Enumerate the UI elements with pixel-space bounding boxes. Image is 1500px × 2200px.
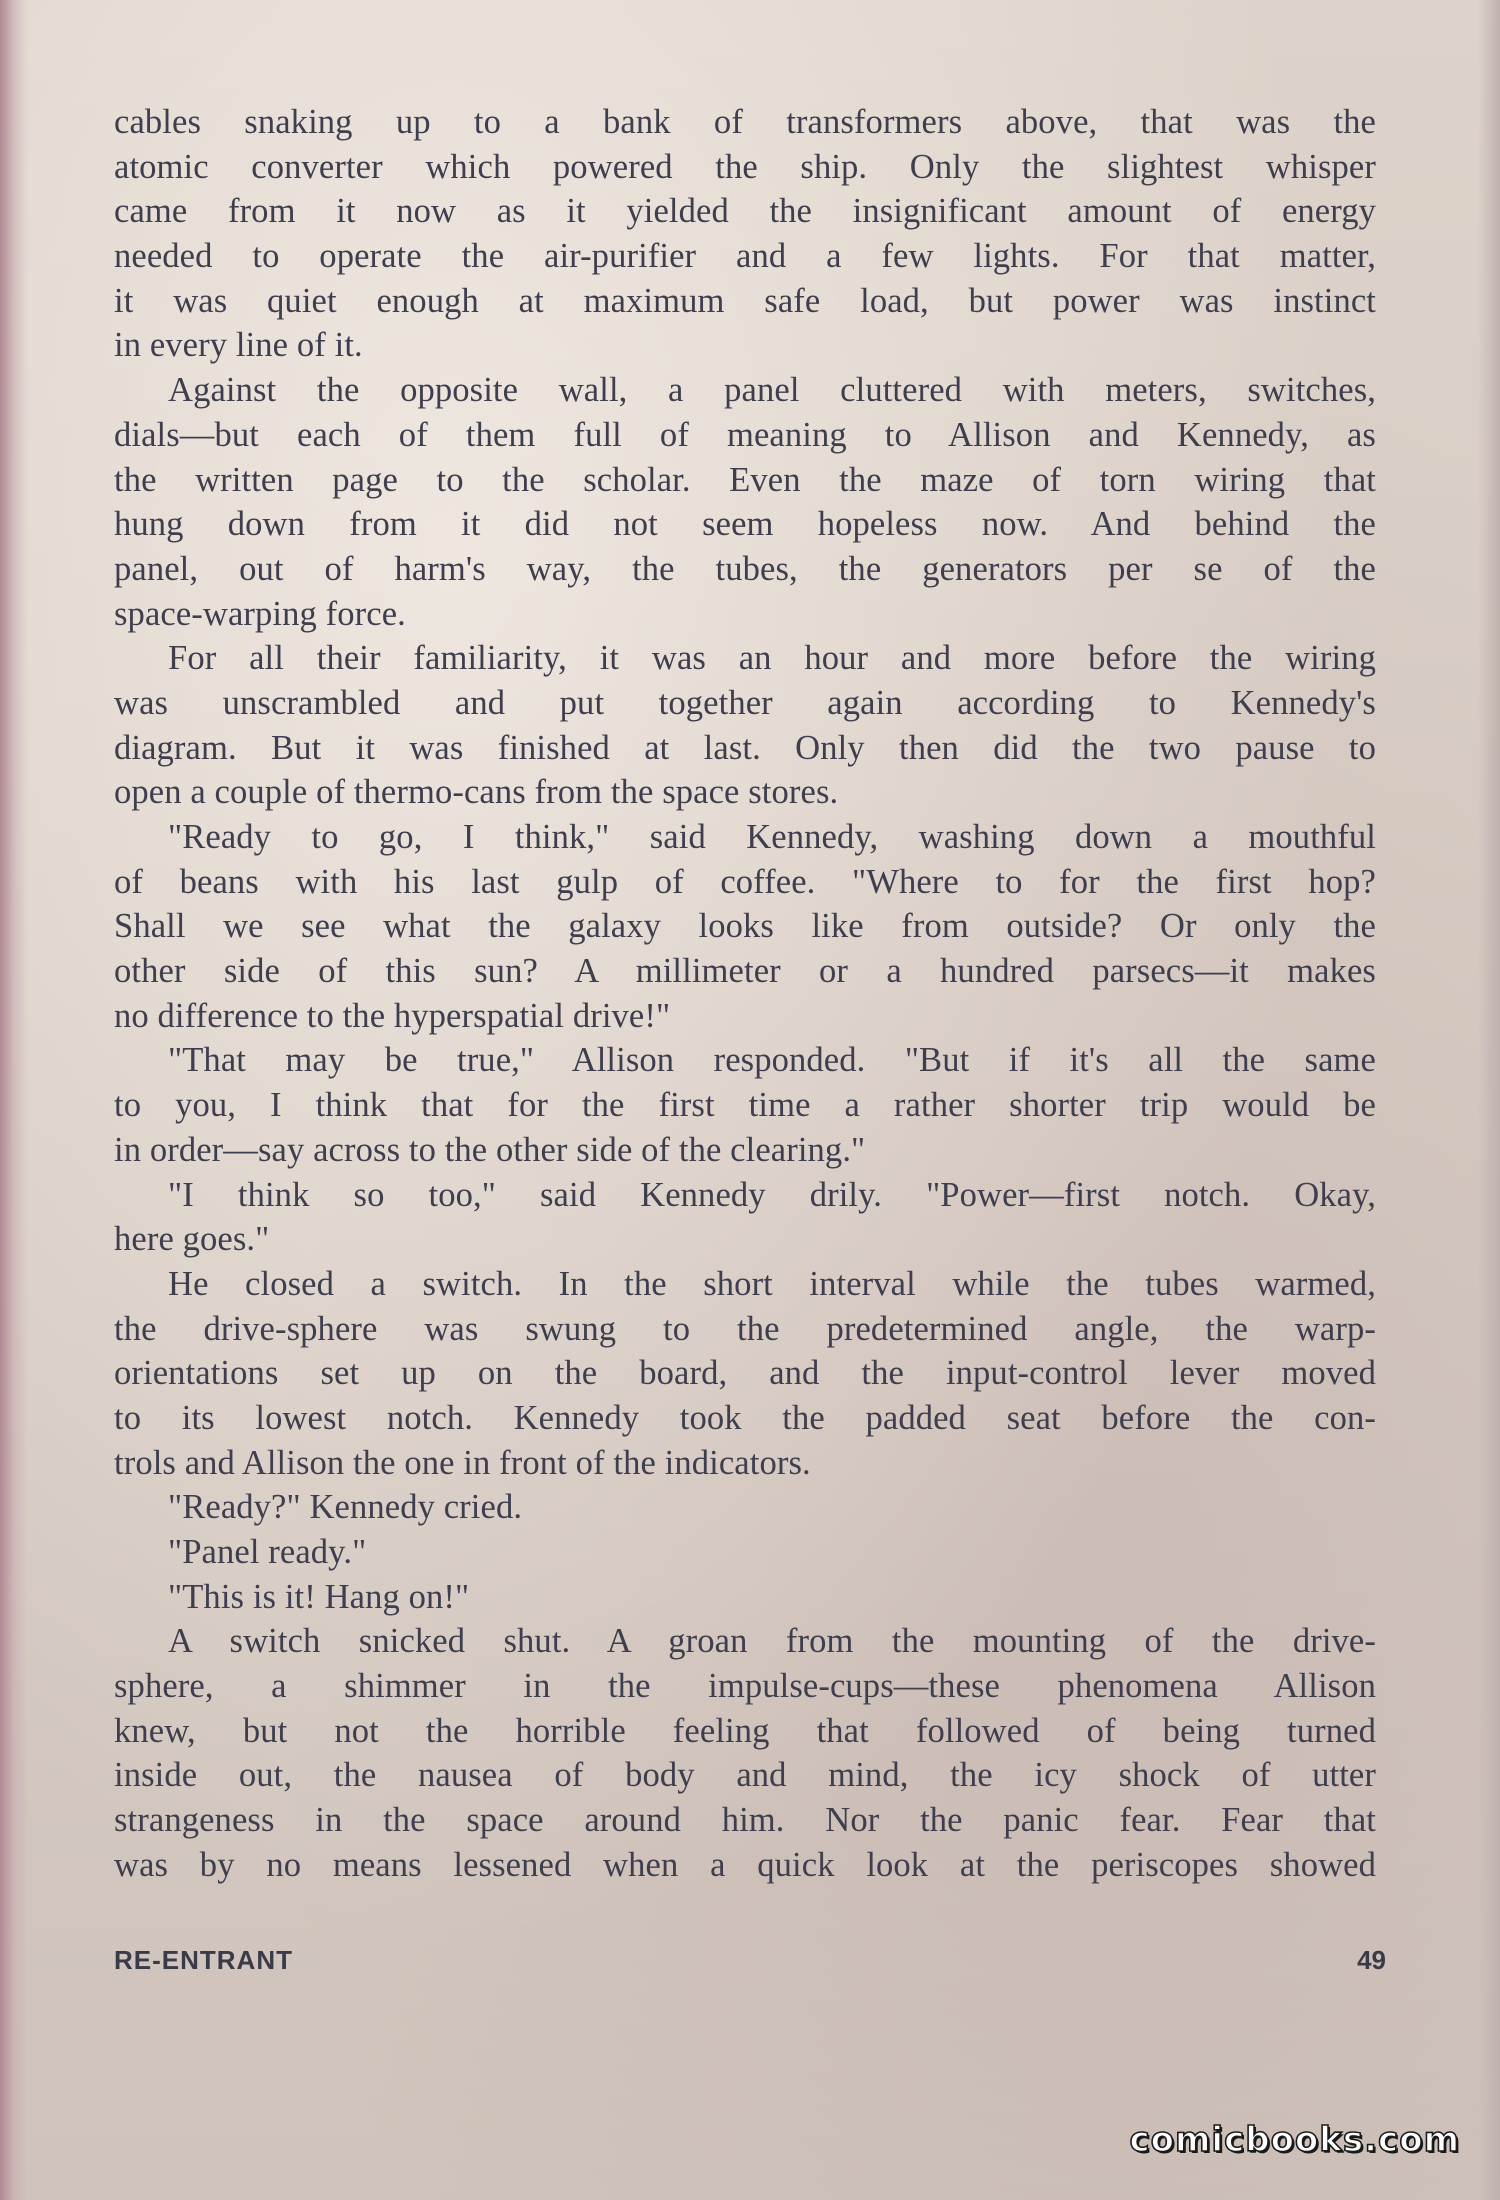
text-line: "Ready to go, I think," said Kennedy, washing down a mouthful xyxy=(168,818,1376,856)
text-line: Shall we see what the galaxy looks like from outside? Or only the xyxy=(114,907,1376,946)
text-line: it was quiet enough at maximum safe load, but power was instinct xyxy=(114,281,1376,320)
text-line: atomic converter which powered the ship. Only the slightest whisper xyxy=(114,147,1376,186)
text-line: He closed a switch. In the short interval while the tubes warmed, xyxy=(168,1264,1376,1303)
text-line: space-warping force. xyxy=(114,594,406,633)
text-line: "Panel ready." xyxy=(168,1533,367,1571)
text-line: "That may be true," Allison responded. "But if it's all the same xyxy=(168,1041,1376,1080)
text-line: in every line of it. xyxy=(114,326,363,365)
text-line: "Ready?" Kennedy cried. xyxy=(168,1488,523,1527)
page-right-edge-shadow xyxy=(1478,0,1500,2200)
page-footer xyxy=(114,1945,1386,1985)
text-line: was by no means lessened when a quick look at the periscopes showed xyxy=(114,1845,1376,1884)
text-line: sphere, a shimmer in the impulse-cups—these phenomena Allison xyxy=(114,1667,1376,1706)
text-line: diagram. But it was finished at last. Only then did the two pause to xyxy=(114,728,1376,767)
text-line: was unscrambled and put together again according to Kennedy's xyxy=(114,683,1376,722)
page-number: 49 xyxy=(1357,1945,1386,1975)
text-line: dials—but each of them full of meaning to Allison and Kennedy, as xyxy=(114,415,1376,454)
watermark: comicbooks.com xyxy=(1129,2120,1460,2160)
text-line: to its lowest notch. Kennedy took the padded seat before the con- xyxy=(114,1398,1376,1437)
running-head: RE-ENTRANT xyxy=(114,1945,293,1975)
text-line: here goes." xyxy=(114,1220,270,1259)
text-line: open a couple of thermo-cans from the space stores. xyxy=(114,773,839,812)
text-line: knew, but not the horrible feeling that followed of being turned xyxy=(114,1711,1376,1750)
page-left-edge-shadow xyxy=(0,0,28,2200)
text-line: hung down from it did not seem hopeless now. And behind the xyxy=(114,505,1376,544)
text-line: A switch snicked shut. A groan from the mounting of the drive- xyxy=(168,1622,1376,1661)
text-line: needed to operate the air-purifier and a few lights. For that matter, xyxy=(114,237,1376,276)
text-line: in order—say across to the other side of the clearing." xyxy=(114,1130,866,1169)
text-line: no difference to the hyperspatial drive!" xyxy=(114,996,671,1035)
text-line: the drive-sphere was swung to the predetermined angle, the warp- xyxy=(114,1309,1376,1348)
text-line: For all their familiarity, it was an hour and more before the wiring xyxy=(168,639,1376,678)
text-line: trols and Allison the one in front of the indicators. xyxy=(114,1443,811,1482)
text-line: to you, I think that for the first time a rather shorter trip would be xyxy=(114,1086,1376,1125)
text-line: inside out, the nausea of body and mind, the icy shock of utter xyxy=(114,1756,1376,1795)
text-line: Against the opposite wall, a panel cluttered with meters, switches, xyxy=(168,371,1376,410)
text-line: orientations set up on the board, and the input-control lever moved xyxy=(114,1354,1376,1393)
text-line: other side of this sun? A millimeter or a hundred parsecs—it makes xyxy=(114,952,1376,991)
text-line: "This is it! Hang on!" xyxy=(168,1577,470,1616)
body-text xyxy=(114,100,1376,1888)
text-line: of beans with his last gulp of coffee. "Where to for the first hop? xyxy=(114,862,1376,901)
text-line: came from it now as it yielded the insignificant amount of energy xyxy=(114,192,1376,231)
text-line: "I think so too," said Kennedy drily. "Power—first notch. Okay, xyxy=(168,1175,1376,1214)
text-line: the written page to the scholar. Even the maze of torn wiring that xyxy=(114,460,1376,499)
text-line: cables snaking up to a bank of transformers above, that was the xyxy=(114,103,1376,141)
text-line: strangeness in the space around him. Nor the panic fear. Fear that xyxy=(114,1801,1376,1840)
text-line: panel, out of harm's way, the tubes, the generators per se of the xyxy=(114,549,1376,588)
